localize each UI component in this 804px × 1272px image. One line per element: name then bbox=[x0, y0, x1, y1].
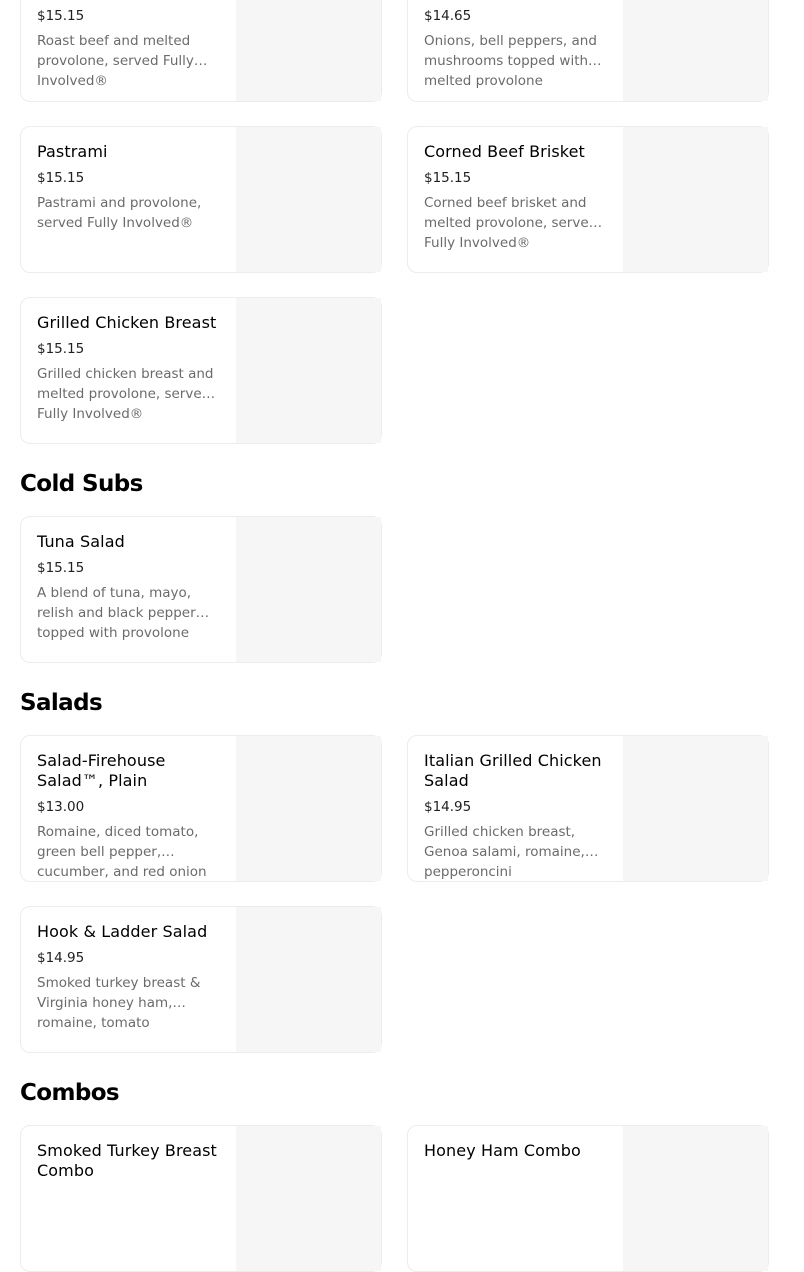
item-name: Honey Ham Combo bbox=[424, 1141, 581, 1160]
item-description: Corned beef brisket and melted provolone, served Fully Involved® bbox=[424, 195, 598, 251]
item-image-placeholder bbox=[236, 907, 381, 1052]
item-name: Salad-Firehouse Salad™, Plain bbox=[37, 751, 166, 790]
item-image-placeholder bbox=[623, 0, 768, 101]
item-description: Romaine, diced tomato, green bell pepper, cucumber, and red onion bbox=[37, 824, 207, 880]
menu-item-card[interactable] bbox=[20, 516, 382, 663]
menu-item-card[interactable] bbox=[20, 126, 382, 273]
menu-item-card[interactable] bbox=[20, 906, 382, 1053]
menu-item-card[interactable] bbox=[407, 126, 769, 273]
menu-item-card[interactable] bbox=[20, 1125, 382, 1272]
menu-item-card[interactable] bbox=[20, 0, 382, 102]
item-description: Roast beef and melted provolone, served Fully Involved® bbox=[37, 33, 194, 89]
section-heading-combos: Combos bbox=[20, 1080, 120, 1106]
item-price: $15.15 bbox=[37, 170, 85, 186]
section-heading-cold-subs: Cold Subs bbox=[20, 471, 143, 497]
item-image-placeholder bbox=[236, 127, 381, 272]
item-image-placeholder bbox=[236, 0, 381, 101]
item-price: $14.95 bbox=[37, 950, 85, 966]
item-image-placeholder bbox=[236, 298, 381, 443]
item-price: $15.15 bbox=[37, 341, 85, 357]
item-price: $14.65 bbox=[424, 8, 472, 24]
menu-item-card[interactable] bbox=[407, 735, 769, 882]
item-name: Hook & Ladder Salad bbox=[37, 922, 208, 941]
item-image-placeholder bbox=[623, 1126, 768, 1271]
item-description: Grilled chicken breast and melted provolone, served Fully Involved® bbox=[37, 366, 214, 422]
item-price: $15.15 bbox=[37, 8, 85, 24]
menu-item-card[interactable] bbox=[20, 735, 382, 882]
item-image-placeholder bbox=[623, 127, 768, 272]
section-heading-salads: Salads bbox=[20, 690, 103, 716]
item-description: Grilled chicken breast, Genoa salami, romaine, pepperoncini bbox=[424, 824, 585, 880]
item-description: A blend of tuna, mayo, relish and black pepper topped with provolone bbox=[37, 585, 196, 641]
item-price: $14.95 bbox=[424, 799, 472, 815]
item-price: $15.15 bbox=[37, 560, 85, 576]
item-image-placeholder bbox=[623, 736, 768, 881]
item-name: Grilled Chicken Breast bbox=[37, 313, 217, 332]
item-name: Corned Beef Brisket bbox=[424, 142, 585, 161]
menu-item-card[interactable] bbox=[407, 0, 769, 102]
item-name: Italian Grilled Chicken Salad bbox=[424, 751, 602, 790]
item-name: Tuna Salad bbox=[37, 532, 125, 551]
item-price: $13.00 bbox=[37, 799, 85, 815]
item-name: Pastrami bbox=[37, 142, 108, 161]
item-description: Pastrami and provolone, served Fully Involved® bbox=[37, 195, 202, 231]
menu-item-card[interactable] bbox=[20, 297, 382, 444]
item-description: Onions, bell peppers, and mushrooms topped with melted provolone bbox=[424, 33, 597, 89]
item-image-placeholder bbox=[236, 1126, 381, 1271]
item-name: Smoked Turkey Breast Combo bbox=[37, 1141, 217, 1180]
item-description: Smoked turkey breast & Virginia honey ham, romaine, tomato bbox=[37, 975, 201, 1031]
item-price: $15.15 bbox=[424, 170, 472, 186]
item-image-placeholder bbox=[236, 517, 381, 662]
item-image-placeholder bbox=[236, 736, 381, 881]
menu-item-card[interactable] bbox=[407, 1125, 769, 1272]
